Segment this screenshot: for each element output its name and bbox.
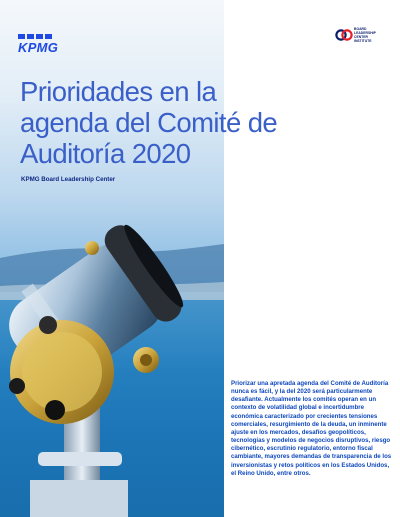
intro-paragraph: Priorizar una apretada agenda del Comité de Auditoría nunca es fácil, y la del 2020 será particularmente desafiante. Actualmente los comités operan en un contexto de volatilidad global e incertidumbre económica caracterizado por crecientes tensiones comerciales, resurgimiento de la deuda, un inminente ajuste en los mercados, desafíos geopolíticos, tecnologías y modelos de negocios disruptivos, riesgo cibernético, escrutinio regulatorio, entorno fiscal cambiante, mayores demandas de transparencia de los inversionistas y retos políticos en los Estados Unidos, el Reino Unido, entre otros. [231, 380, 392, 477]
kpmg-logo-bars-icon [18, 34, 54, 39]
report-subtitle: KPMG Board Leadership Center [21, 176, 116, 183]
kpmg-logo [18, 34, 58, 55]
kpmg-logo-text: KPMG [18, 40, 59, 55]
blc-rings-icon [335, 28, 353, 42]
board-leadership-center-logo [335, 26, 385, 46]
blc-logo-text: BOARD LEADERSHIP CENTER INSTITUTE [354, 27, 376, 43]
report-title: Prioridades en la agenda del Comité de Auditoría 2020 [20, 76, 278, 169]
